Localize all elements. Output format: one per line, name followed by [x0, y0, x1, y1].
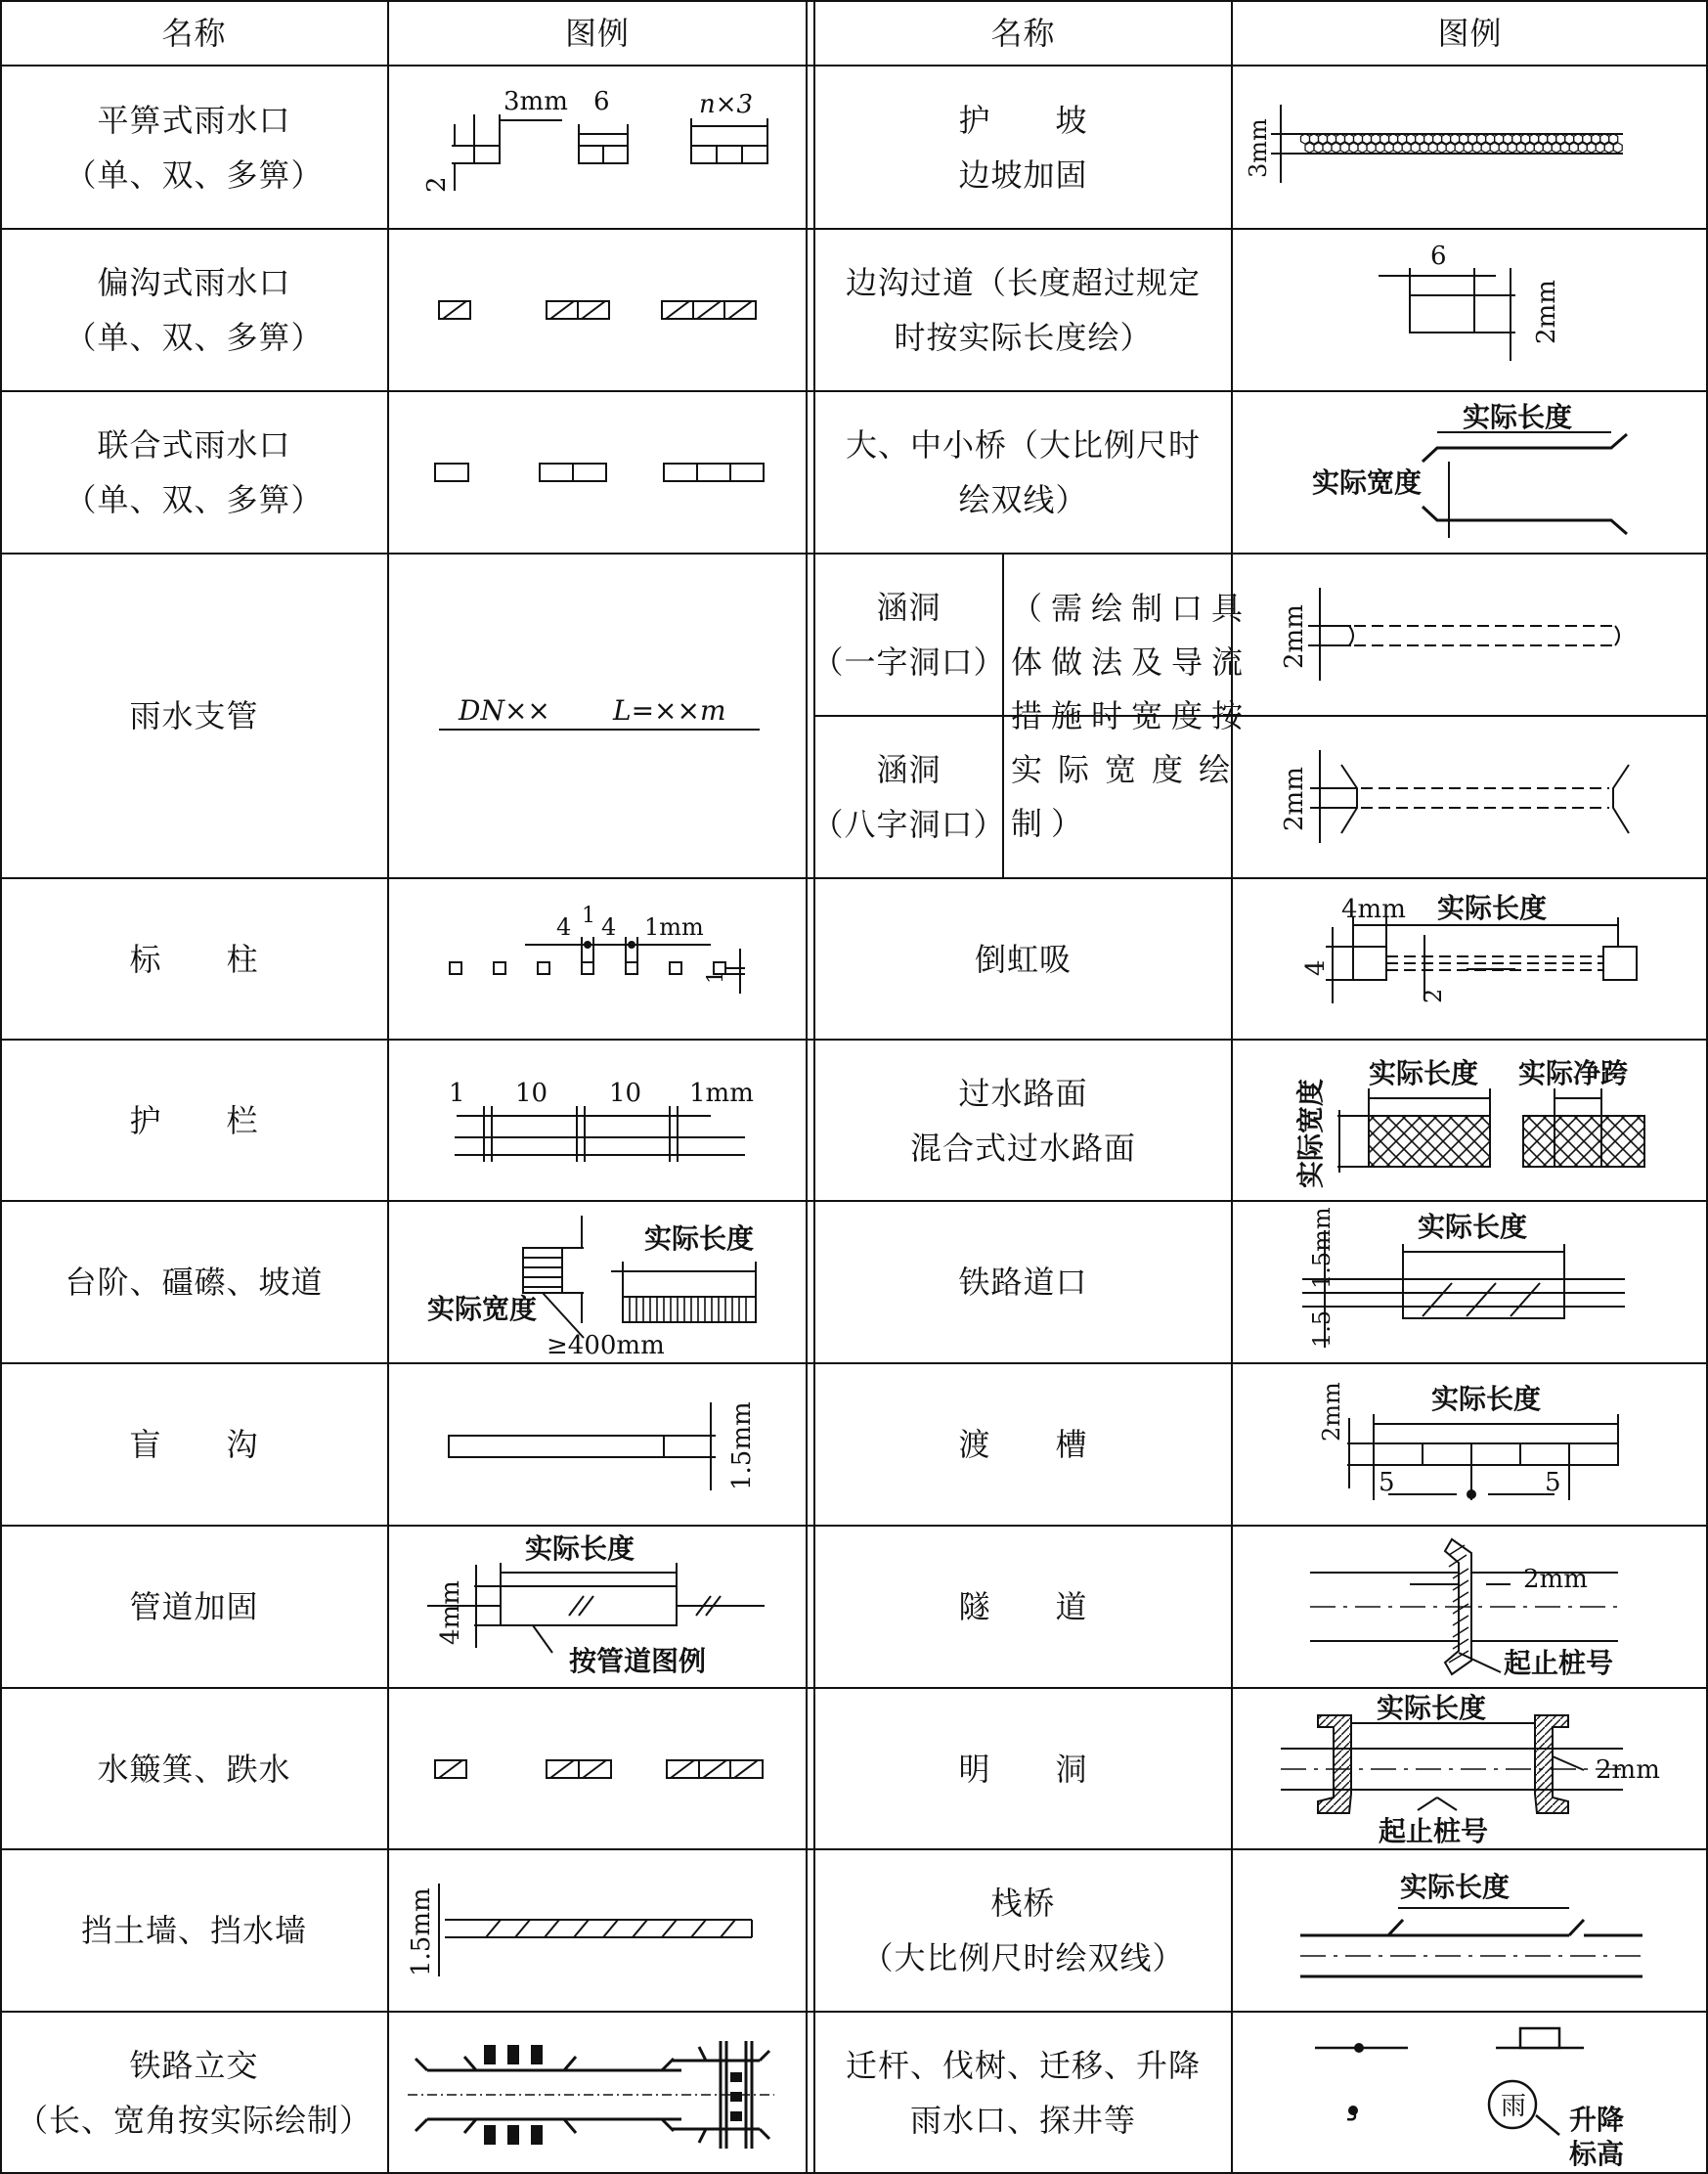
dim-label: 起止桩号 [1379, 1815, 1489, 1847]
hexagon-mark [1451, 134, 1460, 144]
dim-label: 实际宽度 [1312, 466, 1423, 499]
hexagon-mark [1402, 143, 1411, 153]
hexagon-mark [1477, 134, 1486, 144]
inverted-siphon-symbol [1232, 878, 1708, 1040]
dim-label: 2mm [1280, 767, 1309, 831]
hexagon-mark [1508, 143, 1516, 153]
dim-label: 4 [601, 913, 617, 941]
hexagon-mark [1380, 134, 1389, 144]
hexagon-mark [1504, 134, 1512, 144]
hexagon-mark [1464, 143, 1472, 153]
hexagon-mark [1596, 143, 1604, 153]
left-name-cell: 标 柱 [129, 940, 259, 978]
hexagon-mark [1332, 143, 1340, 153]
right-name-cell: 涵洞 （八字洞口） [811, 751, 1006, 843]
hexagon-mark [1428, 143, 1437, 153]
hexagon-mark [1534, 143, 1543, 153]
hexagon-mark [1424, 134, 1433, 144]
hexagon-mark [1384, 143, 1393, 153]
dim-label: 4mm [436, 1580, 465, 1645]
hexagon-mark [1560, 143, 1569, 153]
hexagon-mark [1460, 134, 1468, 144]
aqueduct-symbol [1232, 1363, 1708, 1526]
hexagon-mark [1481, 143, 1490, 153]
hexagon-mark [1490, 143, 1499, 153]
dim-label: 5 [1379, 1468, 1395, 1497]
dim-label: ≥400mm [547, 1331, 665, 1360]
water-dustpan-drop-symbol [388, 1688, 807, 1849]
dim-label: 2 [422, 176, 452, 193]
hexagon-mark [1609, 134, 1618, 144]
header-right-name: 名称 [990, 14, 1056, 52]
retaining-wall-symbol [388, 1849, 807, 2012]
dim-label: 4 [1301, 959, 1331, 976]
railway-interchange-symbol [388, 2012, 807, 2174]
tunnel-symbol [1232, 1526, 1708, 1688]
dim-label: 2mm [1532, 280, 1561, 344]
side-ditch-inlet-symbol [388, 229, 807, 391]
relocation-symbol [1232, 2012, 1708, 2174]
hexagon-mark [1389, 134, 1398, 144]
dim-label: 3mm [1245, 118, 1272, 178]
dim-label: 实际长度 [644, 1222, 755, 1255]
hexagon-mark [1552, 143, 1560, 153]
right-name-cell: 铁路道口 [958, 1264, 1088, 1301]
trestle-bridge-symbol [1232, 1849, 1708, 2012]
hexagon-mark [1328, 134, 1336, 144]
dim-label: 按管道图例 [569, 1645, 707, 1677]
hexagon-mark [1340, 143, 1349, 153]
flat-grate-inlet-symbol [388, 66, 807, 229]
dim-label: 标高 [1569, 2138, 1625, 2170]
dim-label: 2mm [1523, 1565, 1588, 1594]
dim-label: 2mm [1280, 604, 1309, 669]
bridge-symbol [1232, 391, 1708, 554]
pipe-label: L=××m [613, 694, 726, 727]
right-name-cell: 倒虹吸 [974, 940, 1072, 978]
pipe-label: DN×× [459, 694, 550, 727]
railway-crossing-symbol [1232, 1201, 1708, 1363]
dim-label: 1.5mm [407, 1887, 436, 1976]
combined-inlet-symbol [388, 391, 807, 554]
hexagon-mark [1367, 143, 1376, 153]
left-name-cell: 偏沟式雨水口 （单、双、多箅） [65, 264, 324, 356]
dim-label: 实际长度 [1463, 401, 1573, 433]
hexagon-mark [1565, 134, 1574, 144]
hexagon-mark [1398, 134, 1407, 144]
left-name-cell: 管道加固 [129, 1588, 259, 1625]
dim-label: 升降 [1569, 2104, 1625, 2136]
hexagon-mark [1358, 143, 1367, 153]
hexagon-mark [1323, 143, 1332, 153]
dim-label: 实际宽度 [1294, 1078, 1327, 1188]
dim-label: 5 [1545, 1468, 1561, 1497]
dim-label: 6 [593, 87, 610, 116]
left-name-cell: 盲 沟 [129, 1426, 259, 1463]
hexagon-mark [1411, 143, 1420, 153]
hexagon-mark [1613, 143, 1622, 153]
dim-label: 1 [582, 904, 595, 928]
hexagon-mark [1592, 134, 1600, 144]
hexagon-mark [1587, 143, 1596, 153]
right-name-cell: 护 坡 边坡加固 [958, 101, 1088, 194]
hexagon-mark [1499, 143, 1508, 153]
culvert-splayed-symbol [1232, 716, 1708, 878]
hexagon-mark [1349, 143, 1358, 153]
hexagon-mark [1305, 143, 1314, 153]
dim-label: 1.5 [1308, 1309, 1336, 1348]
hexagon-mark [1354, 134, 1363, 144]
dim-label: 2mm [1318, 1382, 1345, 1442]
dim-label: 实际长度 [1400, 1871, 1511, 1903]
hexagon-mark [1416, 134, 1424, 144]
dim-label: 4 [556, 913, 572, 941]
hexagon-mark [1530, 134, 1539, 144]
left-name-cell: 挡土墙、挡水墙 [80, 1912, 307, 1949]
hexagon-mark [1583, 134, 1592, 144]
hexagon-mark [1578, 143, 1587, 153]
right-name-cell: 渡 槽 [958, 1426, 1088, 1463]
left-name-cell: 雨水支管 [129, 697, 259, 734]
dim-label: 实际净跨 [1518, 1057, 1629, 1089]
right-name-cell: 栈桥 （大比例尺时绘双线） [861, 1885, 1185, 1976]
hexagon-mark [1516, 143, 1525, 153]
steps-ramp-symbol [388, 1201, 807, 1363]
culvert-note: （需绘制口具 体做法及导流 措施时宽度按 实际宽度绘 制） [1011, 589, 1252, 842]
header-left-legend: 图例 [564, 14, 630, 52]
hexagon-mark [1525, 143, 1534, 153]
dim-label: 2 [1420, 988, 1447, 1003]
dim-label: 10 [609, 1079, 642, 1108]
header-left-name: 名称 [161, 14, 227, 52]
hexagon-mark [1314, 143, 1323, 153]
circle-label: 雨 [1501, 2092, 1527, 2121]
slope-protection-symbol [1232, 66, 1708, 229]
hexagon-mark [1574, 134, 1583, 144]
hexagon-mark [1446, 143, 1455, 153]
culvert-straight-symbol [1232, 554, 1708, 716]
hexagon-mark [1548, 134, 1556, 144]
dim-label: 实际长度 [1431, 1383, 1542, 1415]
hexagon-mark [1336, 134, 1345, 144]
dim-label: 6 [1430, 242, 1447, 271]
hexagon-mark [1512, 134, 1521, 144]
pipe-reinforcement-symbol [388, 1526, 807, 1688]
left-name-cell: 水簸箕、跌水 [97, 1750, 291, 1788]
left-name-cell: 护 栏 [129, 1101, 259, 1139]
right-name-cell: 大、中小桥（大比例尺时 绘双线） [845, 426, 1201, 518]
hexagon-mark [1407, 134, 1416, 144]
dim-label: 4mm [1341, 895, 1406, 924]
hexagon-mark [1472, 143, 1481, 153]
dim-label: n×3 [699, 90, 754, 119]
hexagon-mark [1437, 143, 1446, 153]
hexagon-mark [1495, 134, 1504, 144]
header-right-legend: 图例 [1437, 14, 1503, 52]
hexagon-mark [1363, 134, 1372, 144]
dim-label: 实际长度 [1437, 892, 1548, 924]
hexagon-mark [1345, 134, 1354, 144]
dim-label: 实际长度 [1377, 1692, 1487, 1724]
hexagon-mark [1455, 143, 1464, 153]
rain-branch-pipe-symbol [388, 554, 807, 878]
dim-label: 2mm [1596, 1755, 1660, 1785]
left-name-cell: 台阶、礓礤、坡道 [65, 1264, 324, 1301]
hexagon-mark [1310, 134, 1319, 144]
dim-label: 1.5mm [727, 1401, 757, 1490]
right-name-cell: 涵洞 （一字洞口） [811, 589, 1006, 681]
marker-post-symbol [388, 878, 807, 1040]
hexagon-mark [1543, 143, 1552, 153]
dim-label: 实际长度 [525, 1532, 635, 1565]
side-ditch-crossing-symbol [1232, 229, 1708, 391]
hexagon-mark [1372, 134, 1380, 144]
left-name-cell: 平箅式雨水口 （单、双、多箅） [65, 101, 324, 194]
hexagon-mark [1420, 143, 1428, 153]
dim-label: 1.5mm [1308, 1207, 1336, 1289]
ford-road-symbol [1232, 1040, 1708, 1201]
hexagon-mark [1604, 143, 1613, 153]
right-name-cell: 边沟过道（长度超过规定 时按实际长度绘） [845, 264, 1201, 356]
dim-label: 实际长度 [1418, 1211, 1528, 1243]
hexagon-mark [1569, 143, 1578, 153]
left-name-cell: 联合式雨水口 （单、双、多箅） [65, 426, 324, 518]
hexagon-mark [1301, 134, 1310, 144]
right-name-cell: 隧 道 [958, 1588, 1088, 1625]
right-name-cell: 过水路面 混合式过水路面 [909, 1074, 1136, 1167]
dim-label: 10 [515, 1079, 548, 1108]
hexagon-mark [1433, 134, 1442, 144]
hexagon-mark [1539, 134, 1548, 144]
left-name-cell: 铁路立交 （长、宽角按实际绘制） [16, 2047, 372, 2139]
right-name-cell: 迁杆、伐树、迁移、升降 雨水口、探井等 [845, 2047, 1201, 2139]
blind-ditch-symbol [388, 1363, 807, 1526]
hexagon-mark [1600, 134, 1609, 144]
dim-label: 1 [449, 1079, 465, 1108]
dim-label: 3mm [504, 87, 568, 116]
hexagon-mark [1393, 143, 1402, 153]
hexagon-mark [1376, 143, 1384, 153]
hexagon-mark [1521, 134, 1530, 144]
dim-label: 1mm [644, 913, 704, 941]
hexagon-mark [1468, 134, 1477, 144]
dim-label: 起止桩号 [1504, 1647, 1614, 1679]
guardrail-symbol [388, 1040, 807, 1201]
dim-label: 实际长度 [1369, 1057, 1479, 1089]
hexagon-mark [1486, 134, 1495, 144]
hexagon-mark [1442, 134, 1451, 144]
hexagon-mark [1556, 134, 1565, 144]
hexagon-mark [1319, 134, 1328, 144]
dim-label: 1mm [689, 1079, 754, 1108]
open-cut-tunnel-symbol [1232, 1688, 1708, 1849]
dim-label: 实际宽度 [427, 1293, 538, 1325]
right-name-cell: 明 洞 [958, 1750, 1088, 1788]
dim-label: 1 [704, 970, 728, 984]
